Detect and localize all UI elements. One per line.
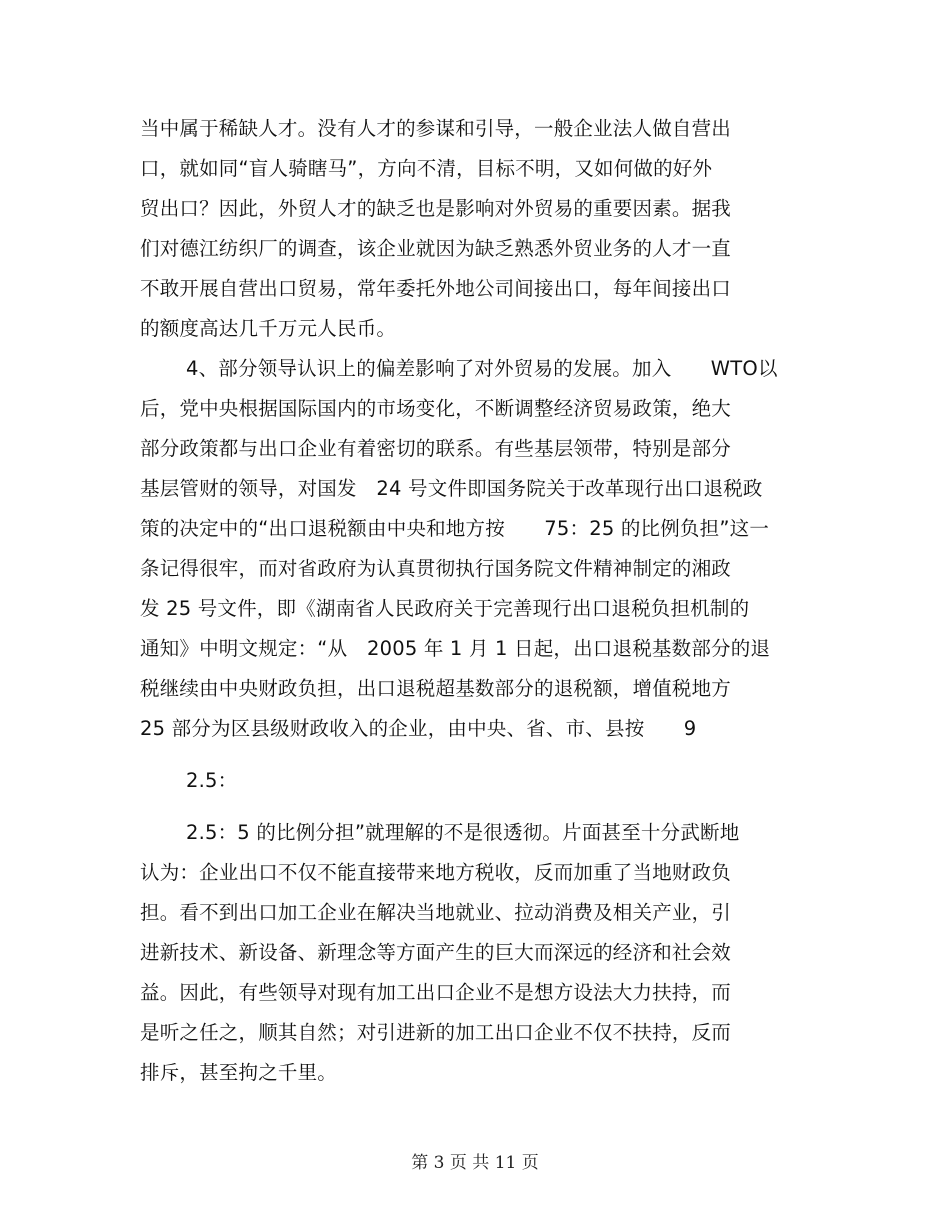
text-line: 贸出口？因此，外贸人才的缺乏也是影响对外贸易的重要因素。据我 [140, 197, 732, 220]
text-line: 策的决定中的“出口退税额由中央和地方按 75：25 的比例负担”这一 [140, 517, 770, 540]
text-line: 是听之任之，顺其自然；对引进新的加工出口企业不仅不扶持，反而 [140, 1021, 732, 1044]
text-line: 部分政策都与出口企业有着密切的联系。有些基层领带，特别是部分 [140, 437, 732, 460]
text-line: 当中属于稀缺人才。没有人才的参谋和引导，一般企业法人做自营出 [140, 117, 732, 140]
text-line: 们对德江纺织厂的调查，该企业就因为缺乏熟悉外贸业务的人才一直 [140, 237, 732, 260]
text-line: 通知》中明文规定：“从 2005 年 1 月 1 日起，出口退税基数部分的退 [140, 637, 771, 660]
text-line: 的额度高达几千万元人民币。 [140, 317, 397, 340]
text-line: 2.5： [186, 769, 238, 792]
text-line: 口，就如同“盲人骑瞎马”，方向不清，目标不明，又如何做的好外 [140, 157, 713, 180]
text-line: 进新技术、新设备、新理念等方面产生的巨大而深远的经济和社会效 [140, 941, 732, 964]
text-line: 排斥，甚至拘之千里。 [140, 1061, 338, 1084]
text-line: 4、部分领导认识上的偏差影响了对外贸易的发展。加入 WTO以 [186, 357, 778, 380]
text-line: 担。看不到出口加工企业在解决当地就业、拉动消费及相关产业，引 [140, 901, 732, 924]
text-line: 税继续由中央财政负担，出口退税超基数部分的退税额，增值税地方 [140, 677, 732, 700]
text-line: 基层管财的领导，对国发 24 号文件即国务院关于改革现行出口退税政 [140, 477, 763, 500]
text-line: 条记得很牢，而对省政府为认真贯彻执行国务院文件精神制定的湘政 [140, 557, 732, 580]
page-number-footer: 第 3 页 共 11 页 [411, 1153, 539, 1173]
text-line: 后，党中央根据国际国内的市场变化，不断调整经济贸易政策，绝大 [140, 397, 732, 420]
text-line: 25 部分为区县级财政收入的企业，由中央、省、市、县按 9 [140, 717, 697, 740]
text-line: 发 25 号文件，即《湖南省人民政府关于完善现行出口退税负担机制的 [140, 597, 750, 620]
text-line: 益。因此，有些领导对现有加工出口企业不是想方设法大力扶持，而 [140, 981, 732, 1004]
text-line: 认为：企业出口不仅不能直接带来地方税收，反而加重了当地财政负 [140, 861, 732, 884]
text-line: 不敢开展自营出口贸易，常年委托外地公司间接出口，每年间接出口 [140, 277, 732, 300]
text-line: 2.5：5 的比例分担”就理解的不是很透彻。片面甚至十分武断地 [186, 821, 740, 844]
